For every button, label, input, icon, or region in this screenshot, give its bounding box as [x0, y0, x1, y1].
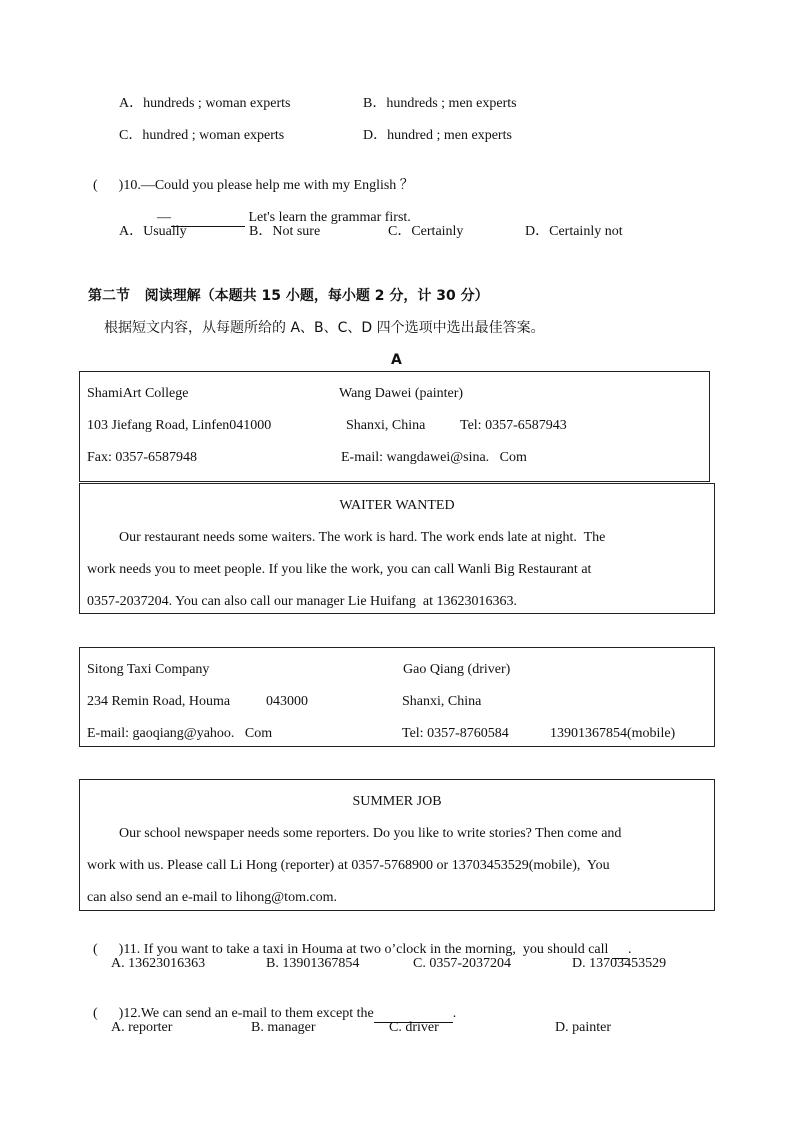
question-end: .	[627, 942, 632, 957]
answer-paren: ( )	[93, 942, 124, 957]
card-fax: Fax: 0357-6587948	[87, 450, 198, 465]
question-12	[86, 987, 456, 1023]
question-10	[86, 159, 414, 195]
answer-paren: ( )	[93, 178, 124, 193]
q9-option-a: A．hundreds ; woman experts	[119, 96, 291, 111]
ad-title: SUMMER JOB	[352, 794, 442, 809]
question-11	[86, 923, 631, 959]
q10-option-c: C．Certainly	[388, 224, 464, 239]
passage-label: A	[391, 352, 402, 368]
q11-option-b: B. 13901367854	[266, 956, 360, 971]
ad-waiter-wanted	[79, 483, 715, 614]
card-zip: 043000	[266, 694, 308, 709]
q12-option-d: D. painter	[555, 1020, 611, 1035]
card-email: E-mail: gaoqiang@yahoo. Com	[87, 726, 273, 741]
q12-option-b: B. manager	[251, 1020, 316, 1035]
card-person: Gao Qiang (driver)	[403, 662, 511, 677]
card-address: 234 Remin Road, Houma	[87, 694, 231, 709]
card-region: Shanxi, China	[402, 694, 482, 709]
card-region: Shanxi, China	[346, 418, 426, 433]
ad-text-line: Our restaurant needs some waiters. The work is hard. The work ends late at night. The	[119, 530, 606, 545]
ad-text-line: can also send an e-mail to lihong@tom.com.	[87, 890, 338, 905]
question-stem: 12.We can send an e-mail to them except the	[123, 1006, 374, 1021]
card-company: Sitong Taxi Company	[87, 662, 210, 677]
ad-text-line: Our school newspaper needs some reporters. Do you like to write stories? Then come and	[119, 826, 622, 841]
card-email: E-mail: wangdawei@sina. Com	[341, 450, 527, 465]
question-stem: 11. If you want to take a taxi in Houma at two o’clock in the morning, you should call	[123, 942, 609, 957]
question-end: .	[452, 1006, 457, 1021]
q9-option-d: D．hundred ; men experts	[363, 128, 512, 143]
q9-option-b: B．hundreds ; men experts	[363, 96, 517, 111]
card-mobile: 13901367854(mobile)	[550, 726, 676, 741]
q11-option-d: D. 13703453529	[572, 956, 667, 971]
q10-option-b: B．Not sure	[249, 224, 321, 239]
q9-option-c: C．hundred ; woman experts	[119, 128, 285, 143]
q11-option-c: C. 0357-2037204	[413, 956, 511, 971]
answer-paren: ( )	[93, 1006, 124, 1021]
card-tel: Tel: 0357-8760584	[402, 726, 509, 741]
ad-text-line: work with us. Please call Li Hong (reporter) at 0357-5768900 or 13703453529(mobile), You	[87, 858, 610, 873]
dash: —	[157, 210, 171, 225]
card-person: Wang Dawei (painter)	[339, 386, 464, 401]
ad-text-line: 0357-2037204. You can also call our manager Lie Huifang at 13623016363.	[87, 594, 518, 609]
card-address: 103 Jiefang Road, Linfen041000	[87, 418, 272, 433]
question-10-reply	[150, 191, 411, 227]
business-card-wang-dawei	[79, 371, 710, 482]
question-stem: 10.—Could you please help me with my English ？	[123, 178, 414, 193]
q10-option-d: D．Certainly not	[525, 224, 623, 239]
card-tel: Tel: 0357-6587943	[460, 418, 567, 433]
ad-text-line: work needs you to meet people. If you like the work, you can call Wanli Big Restaurant at	[87, 562, 592, 577]
ad-title: WAITER WANTED	[339, 498, 455, 513]
section-heading: 第二节 阅读理解（本题共 15 小题，每小题 2 分，计 30 分）	[88, 288, 489, 304]
reply-text: Let's learn the grammar first.	[245, 210, 411, 225]
q10-option-a: A．Usually	[119, 224, 187, 239]
section-instruction: 根据短文内容，从每题所给的 A、B、C、D 四个选项中选出最佳答案。	[104, 320, 545, 336]
q12-option-c: C. driver	[389, 1020, 439, 1035]
q11-option-a: A. 13623016363	[111, 956, 206, 971]
ad-summer-job	[79, 779, 715, 911]
q12-option-a: A. reporter	[111, 1020, 173, 1035]
business-card-gao-qiang	[79, 647, 715, 747]
card-company: ShamiArt College	[87, 386, 189, 401]
